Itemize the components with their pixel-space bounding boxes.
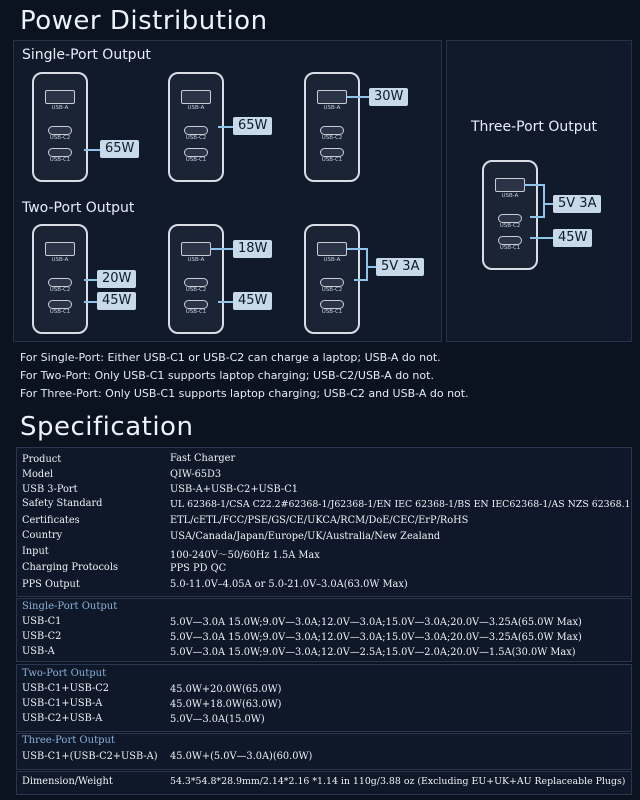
charger-diagram <box>304 72 360 182</box>
port-label: USB-C1 <box>49 309 71 315</box>
spec-value: 54.3*54.8*28.9mm/2.14*2.16 *1.14 in 110g/3.88 oz (Excluding EU+UK+AU Replaceable Plugs) <box>170 776 626 787</box>
charger-diagram <box>32 72 88 182</box>
spec-value: PPS PD QC <box>170 563 227 574</box>
port-label: USB-A <box>187 257 205 263</box>
spec-value: 45.0W+20.0W(65.0W) <box>170 684 282 695</box>
note-line: For Single-Port: Either USB-C1 or USB-C2 can charge a laptop; USB-A do not. <box>20 351 441 364</box>
usb-c2-port <box>184 278 208 287</box>
spec-label: USB-C1 <box>22 616 62 627</box>
port-label: USB-C2 <box>185 135 207 141</box>
three-port-panel <box>446 40 632 342</box>
port-label: USB-C1 <box>185 157 207 163</box>
spec-value: ETL/cETL/FCC/PSE/GS/CE/UKCA/RCM/DoE/CEC/ErP/RoHS <box>170 515 469 526</box>
spec-label: Certificates <box>22 515 80 526</box>
usb-c2-port <box>320 278 344 287</box>
charger-diagram <box>482 160 538 270</box>
port-label: USB-A <box>323 105 341 111</box>
connector-line <box>530 237 554 239</box>
usb-c2-port <box>320 126 344 135</box>
usb-c1-port <box>184 148 208 157</box>
port-label: USB-C2 <box>49 287 71 293</box>
spec-value: USA/Canada/Japan/Europe/UK/Australia/New Zealand <box>170 531 441 542</box>
spec-value: 5.0V—3.0A 15.0W;9.0V—3.0A;12.0V—3.0A;15.0V—3.0A;20.0V—3.25A(65.0W Max) <box>170 617 582 628</box>
spec-value: QIW-65D3 <box>170 469 222 480</box>
port-label: USB-C1 <box>321 309 343 315</box>
two-port-title: Two-Port Output <box>22 200 135 216</box>
usb-a-port <box>45 90 75 104</box>
wattage-badge: 18W <box>233 240 272 258</box>
connector-line <box>84 301 98 303</box>
spec-label: USB-C1+USB-C2 <box>22 683 109 694</box>
connector-line <box>218 301 234 303</box>
port-label: USB-A <box>323 257 341 263</box>
spec-label: USB-A <box>22 646 55 657</box>
usb-c1-port <box>320 148 344 157</box>
port-label: USB-C2 <box>321 287 343 293</box>
wattage-badge: 30W <box>369 88 408 106</box>
single-spec-title: Single-Port Output <box>22 601 118 612</box>
port-label: USB-C2 <box>185 287 207 293</box>
spec-label: Model <box>22 469 54 480</box>
usb-c1-port <box>184 300 208 309</box>
spec-value: USB-A+USB-C2+USB-C1 <box>170 484 298 495</box>
port-label: USB-A <box>501 193 519 199</box>
specification-title: Specification <box>20 412 194 442</box>
spec-label: Product <box>22 454 62 465</box>
spec-label: Country <box>22 530 63 541</box>
spec-value: UL 62368-1/CSA C22.2#62368-1/J62368-1/EN IEC 62368-1/BS EN IEC62368-1/AS NZS 62368.1 <box>170 499 631 510</box>
usb-c2-port <box>184 126 208 135</box>
spec-label: USB 3-Port <box>22 484 78 495</box>
connector-line <box>530 216 544 218</box>
spec-label: USB-C2+USB-A <box>22 713 103 724</box>
port-label: USB-A <box>51 105 69 111</box>
note-line: For Two-Port: Only USB-C1 supports laptop charging; USB-C2/USB-A do not. <box>20 369 434 382</box>
port-label: USB-C1 <box>185 309 207 315</box>
spec-label: USB-C1+USB-A <box>22 698 103 709</box>
wattage-badge: 45W <box>233 292 272 310</box>
connector-line <box>544 203 553 205</box>
charger-diagram <box>168 224 224 334</box>
charger-diagram <box>32 224 88 334</box>
connector-line <box>347 96 369 98</box>
spec-label: Charging Protocols <box>22 562 118 573</box>
usb-c1-port <box>498 236 522 245</box>
usb-c2-port <box>48 278 72 287</box>
connector-line <box>366 248 368 281</box>
port-label: USB-A <box>187 105 205 111</box>
wattage-badge: 45W <box>553 229 592 247</box>
note-line: For Three-Port: Only USB-C1 supports laptop charging; USB-C2 and USB-A do not. <box>20 387 469 400</box>
connector-line <box>524 184 544 186</box>
three-spec-title: Three-Port Output <box>22 735 115 746</box>
single-port-title: Single-Port Output <box>22 47 151 63</box>
power-distribution-title: Power Distribution <box>20 6 268 36</box>
usb-a-port <box>45 242 75 256</box>
spec-value: 45.0W+18.0W(63.0W) <box>170 699 282 710</box>
connector-line <box>84 149 100 151</box>
spec-label: USB-C2 <box>22 631 62 642</box>
two-spec-panel <box>16 664 632 732</box>
port-label: USB-C1 <box>321 157 343 163</box>
port-label: USB-A <box>51 257 69 263</box>
port-label: USB-C2 <box>49 135 71 141</box>
usb-a-port <box>495 178 525 192</box>
spec-value: 5.0V—3.0A(15.0W) <box>170 714 265 725</box>
spec-label: Safety Standard <box>22 498 103 509</box>
charger-diagram <box>304 224 360 334</box>
port-label: USB-C1 <box>499 245 521 251</box>
wattage-badge: 65W <box>100 140 139 158</box>
wattage-badge: 5V 3A <box>553 195 601 213</box>
usb-c1-port <box>48 300 72 309</box>
usb-a-port <box>317 242 347 256</box>
wattage-badge: 65W <box>233 117 272 135</box>
three-port-title: Three-Port Output <box>471 119 597 135</box>
usb-a-port <box>181 90 211 104</box>
connector-line <box>218 126 234 128</box>
wattage-badge: 20W <box>97 270 136 288</box>
spec-label: Dimension/Weight <box>22 776 113 787</box>
usb-a-port <box>317 90 347 104</box>
spec-value: 100-240V〜50/60Hz 1.5A Max <box>170 550 320 561</box>
port-notes <box>20 349 469 403</box>
spec-value: 45.0W+(5.0V—3.0A)(60.0W) <box>170 751 313 762</box>
port-label: USB-C1 <box>49 157 71 163</box>
connector-line <box>347 248 367 250</box>
charger-diagram <box>168 72 224 182</box>
spec-label: USB-C1+(USB-C2+USB-A) <box>22 751 158 762</box>
spec-label: Input <box>22 546 49 557</box>
usb-a-port <box>181 242 211 256</box>
wattage-badge: 45W <box>97 292 136 310</box>
usb-c1-port <box>320 300 344 309</box>
spec-value: 5.0-11.0V–4.05A or 5.0-21.0V–3.0A(63.0W Max) <box>170 579 408 590</box>
spec-value: Fast Charger <box>170 453 236 464</box>
port-label: USB-C2 <box>321 135 343 141</box>
usb-c2-port <box>48 126 72 135</box>
two-spec-title: Two-Port Output <box>22 668 107 679</box>
spec-value: 5.0V—3.0A 15.0W;9.0V—3.0A;12.0V—2.5A;15.0V—2.0A;20.0V—1.5A(30.0W Max) <box>170 647 576 658</box>
usb-c1-port <box>48 148 72 157</box>
wattage-badge: 5V 3A <box>376 258 424 276</box>
connector-line <box>210 248 234 250</box>
spec-value: 5.0V—3.0A 15.0W;9.0V—3.0A;12.0V—3.0A;15.0V—3.0A;20.0V—3.25A(65.0W Max) <box>170 632 582 643</box>
connector-line <box>543 184 545 218</box>
usb-c2-port <box>498 214 522 223</box>
port-label: USB-C2 <box>499 223 521 229</box>
connector-line <box>84 279 98 281</box>
spec-label: PPS Output <box>22 579 80 590</box>
